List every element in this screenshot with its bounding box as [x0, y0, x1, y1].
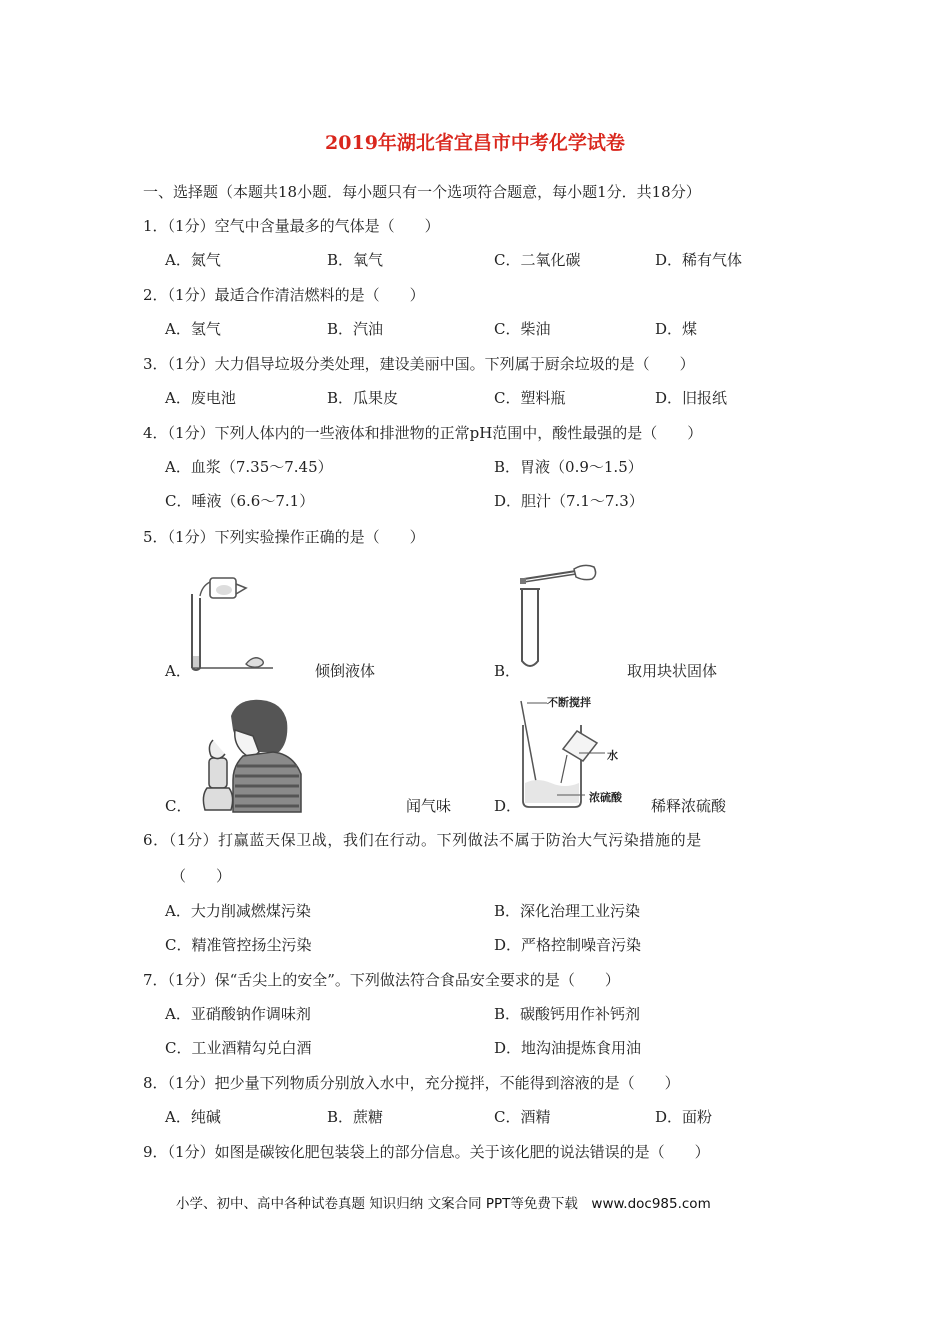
q3-option-a: A．废电池	[165, 389, 236, 407]
q1-option-b: B．氧气	[327, 251, 384, 269]
q5-caption-c: 闻气味	[406, 797, 452, 815]
question-2-stem: 2．（1分）最适合作清洁燃料的是（ ）	[143, 286, 425, 304]
q6-option-a: A．大力削减燃煤污染	[165, 902, 311, 920]
question-7-stem: 7．（1分）保“舌尖上的安全”。下列做法符合食品安全要求的是（ ）	[143, 971, 620, 989]
q2-option-b: B．汽油	[327, 320, 384, 338]
q5-caption-b: 取用块状固体	[627, 662, 718, 680]
q3-option-b: B．瓜果皮	[327, 389, 399, 407]
question-6-stem: 6．（1分）打赢蓝天保卫战，我们在行动。下列做法不属于防治大气污染措施的是	[143, 831, 702, 849]
q1-option-d: D．稀有气体	[655, 251, 743, 269]
q5-option-a: A．	[165, 662, 191, 680]
q7-option-b: B．碳酸钙用作补钙剂	[494, 1005, 641, 1023]
q4-option-b: B．胃液（0.9～1.5）	[494, 458, 643, 476]
q7-option-c: C．工业酒精勾兑白酒	[165, 1039, 312, 1057]
question-8-stem: 8．（1分）把少量下列物质分别放入水中，充分搅拌，不能得到溶液的是（ ）	[143, 1074, 680, 1092]
page-title: 2019年湖北省宜昌市中考化学试卷	[325, 132, 625, 154]
q5-option-c: C．	[165, 797, 192, 815]
section-heading: 一、选择题（本题共18小题．每小题只有一个选项符合题意，每小题1分．共18分）	[143, 183, 701, 201]
q8-option-a: A．纯碱	[165, 1108, 221, 1126]
d-label-water: 水	[607, 749, 618, 762]
q5-caption-d: 稀释浓硫酸	[651, 797, 727, 815]
d-label-acid: 浓硫酸	[589, 791, 622, 804]
smelling-gas-figure	[193, 696, 305, 814]
question-6-stem-cont: （ ）	[171, 867, 232, 885]
q5-caption-a: 倾倒液体	[315, 662, 376, 680]
question-1-stem: 1．（1分）空气中含量最多的气体是（ ）	[143, 217, 440, 235]
question-3-stem: 3．（1分）大力倡导垃圾分类处理，建设美丽中国。下列属于厨余垃圾的是（ ）	[143, 355, 695, 373]
q4-option-a: A．血浆（7.35～7.45）	[165, 458, 333, 476]
q5-option-b: B．	[494, 662, 521, 680]
q2-option-a: A．氢气	[165, 320, 221, 338]
q6-option-c: C．精准管控扬尘污染	[165, 936, 312, 954]
q6-option-d: D．严格控制噪音污染	[494, 936, 642, 954]
q4-option-c: C．唾液（6.6～7.1）	[165, 492, 315, 510]
q7-option-a: A．亚硝酸钠作调味剂	[165, 1005, 311, 1023]
q7-option-d: D．地沟油提炼食用油	[494, 1039, 642, 1057]
q1-option-c: C．二氧化碳	[494, 251, 581, 269]
q1-option-a: A．氮气	[165, 251, 221, 269]
q4-option-d: D．胆汁（7.1～7.3）	[494, 492, 644, 510]
q8-option-d: D．面粉	[655, 1108, 713, 1126]
q2-option-c: C．柴油	[494, 320, 551, 338]
pouring-liquid-figure	[188, 568, 288, 674]
test-tube-solid-figure	[518, 563, 600, 673]
q5-option-d: D．	[494, 797, 522, 815]
question-4-stem: 4．（1分）下列人体内的一些液体和排泄物的正常pH范围中，酸性最强的是（ ）	[143, 424, 703, 442]
page-footer: 小学、初中、高中各种试卷真题 知识归纳 文案合同 PPT等免费下载 www.doc985.com	[176, 1196, 711, 1212]
d-label-stir: 不断搅拌	[547, 696, 591, 709]
question-5-stem: 5．（1分）下列实验操作正确的是（ ）	[143, 528, 425, 546]
q3-option-d: D．旧报纸	[655, 389, 728, 407]
question-9-stem: 9．（1分）如图是碳铵化肥包装袋上的部分信息。关于该化肥的说法错误的是（ ）	[143, 1143, 710, 1161]
q8-option-b: B．蔗糖	[327, 1108, 384, 1126]
q2-option-d: D．煤	[655, 320, 698, 338]
q8-option-c: C．酒精	[494, 1108, 551, 1126]
q6-option-b: B．深化治理工业污染	[494, 902, 641, 920]
q3-option-c: C．塑料瓶	[494, 389, 566, 407]
